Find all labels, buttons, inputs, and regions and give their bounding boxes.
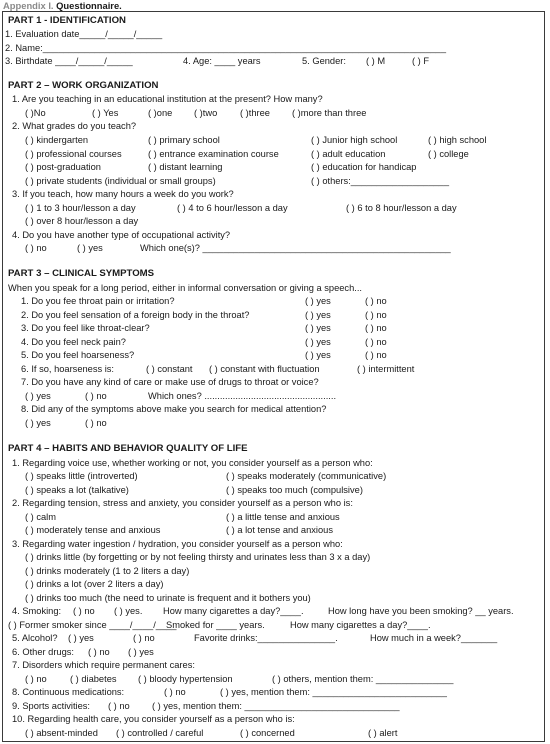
symptom-no[interactable]: ( ) no xyxy=(365,310,387,320)
smoking-option[interactable]: ( ) yes. xyxy=(114,606,143,616)
alcohol-option[interactable]: ( ) yes xyxy=(68,633,94,643)
part1-title: PART 1 - IDENTIFICATION xyxy=(8,15,126,26)
grade-option[interactable]: ( ) entrance examination course xyxy=(148,149,279,159)
part3-title: PART 3 – CLINICAL SYMPTOMS xyxy=(8,268,155,279)
health-care-option[interactable]: ( ) absent-minded xyxy=(25,728,98,738)
questionnaire-title: Questionnaire. xyxy=(56,0,122,11)
hours-option[interactable]: ( ) 4 to 6 hour/lesson a day xyxy=(177,203,288,213)
drugs-option[interactable]: ( ) yes xyxy=(128,647,154,657)
grade-option[interactable]: ( ) Junior high school xyxy=(311,135,398,145)
alcohol-option[interactable]: ( ) no xyxy=(133,633,155,643)
symptom-question: 3. Do you feel like throat-clear? xyxy=(21,323,150,333)
sports-label: 9. Sports activities: xyxy=(12,701,91,711)
symptom-question: 1. Do you fee throat pain or irritation? xyxy=(21,296,175,306)
document-caption xyxy=(3,0,122,11)
q1-option[interactable]: ( ) Yes xyxy=(92,108,119,118)
former-cigarettes-field[interactable]: How many cigarettes a day?____. xyxy=(290,620,431,630)
medications-field[interactable]: ( ) yes, mention them: __________________________ xyxy=(220,687,447,697)
health-care-option[interactable]: ( ) controlled / careful xyxy=(116,728,204,738)
disorder-option[interactable]: ( ) bloody hypertension xyxy=(138,674,233,684)
hydration-option[interactable]: ( ) drinks too much (the need to urinate is frequent and it bothers you) xyxy=(25,593,311,603)
occupation-which-field[interactable]: Which one(s)? ________________________________________________ xyxy=(140,243,451,253)
medical-option[interactable]: ( ) yes xyxy=(25,418,51,428)
tension-option[interactable]: ( ) calm xyxy=(25,512,56,522)
hours-option[interactable]: ( ) 1 to 3 hour/lesson a day xyxy=(25,203,136,213)
birthdate-field[interactable]: 3. Birthdate ____/_____/_____ xyxy=(5,56,133,66)
hoarseness-option[interactable]: ( ) intermittent xyxy=(357,364,415,374)
symptom-question: 2. Do you feel sensation of a foreign body in the throat? xyxy=(21,310,250,320)
grade-option[interactable]: ( ) post-graduation xyxy=(25,162,101,172)
smoked-for-field[interactable]: Smoked for ____ years. xyxy=(166,620,265,630)
disorder-others-field[interactable]: ( ) others, mention them: _______________ xyxy=(272,674,454,684)
part4-q2: 2. Regarding tension, stress and anxiety, you consider yourself as a person who is: xyxy=(12,498,353,508)
part4-q1: 1. Regarding voice use, whether working or not, you consider yourself as a person who: xyxy=(12,458,373,468)
hoarseness-label: 6. If so, hoarseness is: xyxy=(21,364,115,374)
name-field[interactable]: 2. Name:______________________________________________________________________________ xyxy=(5,43,447,53)
voice-option[interactable]: ( ) speaks too much (compulsive) xyxy=(226,485,363,495)
health-care-option[interactable]: ( ) concerned xyxy=(240,728,295,738)
symptom-yes[interactable]: ( ) yes xyxy=(305,337,331,347)
voice-option[interactable]: ( ) speaks moderately (communicative) xyxy=(226,471,387,481)
part2-q4: 4. Do you have another type of occupational activity? xyxy=(12,230,231,240)
medications-option[interactable]: ( ) no xyxy=(164,687,186,697)
q1-option[interactable]: ( )more than three xyxy=(292,108,367,118)
grade-option[interactable]: ( ) high school xyxy=(428,135,487,145)
part3-intro: When you speak for a long period, either in informal conversation or giving a speech... xyxy=(8,283,362,293)
hours-option[interactable]: ( ) over 8 hour/lesson a day xyxy=(25,216,139,226)
medical-option[interactable]: ( ) no xyxy=(85,418,107,428)
hydration-option[interactable]: ( ) drinks moderately (1 to 2 liters a day) xyxy=(25,566,190,576)
part2-title: PART 2 – WORK ORGANIZATION xyxy=(8,80,159,91)
disorder-option[interactable]: ( ) no xyxy=(25,674,47,684)
occupation-option[interactable]: ( ) no xyxy=(25,243,47,253)
q1-option[interactable]: ( )two xyxy=(194,108,218,118)
q1-option[interactable]: ( )three xyxy=(240,108,270,118)
sports-field[interactable]: ( ) yes, mention them: ______________________________ xyxy=(152,701,400,711)
grade-option[interactable]: ( ) distant learning xyxy=(148,162,223,172)
grade-option[interactable]: ( ) primary school xyxy=(148,135,220,145)
symptom-yes[interactable]: ( ) yes xyxy=(305,310,331,320)
care-which-field[interactable]: Which ones? ................................................... xyxy=(148,391,337,401)
tension-option[interactable]: ( ) a little tense and anxious xyxy=(226,512,340,522)
smoking-option[interactable]: ( ) no xyxy=(73,606,95,616)
evaluation-date-field[interactable]: 1. Evaluation date_____/_____/_____ xyxy=(5,29,163,39)
hoarseness-option[interactable]: ( ) constant with fluctuation xyxy=(209,364,320,374)
age-field[interactable]: 4. Age: ____ years xyxy=(183,56,261,66)
hydration-option[interactable]: ( ) drinks little (by forgetting or by not feeling thirsty and urinates less than 3 x a day) xyxy=(25,552,371,562)
former-smoker-field[interactable]: ( ) Former smoker since ____/____/____ xyxy=(8,620,177,630)
sports-option[interactable]: ( ) no xyxy=(108,701,130,711)
symptom-yes[interactable]: ( ) yes xyxy=(305,350,331,360)
part4-q7: 7. Disorders which require permanent cares: xyxy=(12,660,195,670)
grade-option[interactable]: ( ) adult education xyxy=(311,149,386,159)
symptom-no[interactable]: ( ) no xyxy=(365,337,387,347)
grade-option[interactable]: ( ) kindergarten xyxy=(25,135,89,145)
symptom-question: 5. Do you feel hoarseness? xyxy=(21,350,135,360)
voice-option[interactable]: ( ) speaks a lot (talkative) xyxy=(25,485,129,495)
gender-m-option[interactable]: ( ) M xyxy=(366,56,386,66)
appendix-label: Appendix I. xyxy=(3,0,54,11)
part3-q8: 8. Did any of the symptoms above make you search for medical attention? xyxy=(21,404,327,414)
grade-option[interactable]: ( ) professional courses xyxy=(25,149,122,159)
care-option[interactable]: ( ) yes xyxy=(25,391,51,401)
symptom-question: 4. Do you feel neck pain? xyxy=(21,337,126,347)
symptom-yes[interactable]: ( ) yes xyxy=(305,296,331,306)
symptom-no[interactable]: ( ) no xyxy=(365,296,387,306)
disorder-option[interactable]: ( ) diabetes xyxy=(70,674,117,684)
voice-option[interactable]: ( ) speaks little (introverted) xyxy=(25,471,138,481)
medications-label: 8. Continuous medications: xyxy=(12,687,125,697)
q1-option[interactable]: ( )one xyxy=(148,108,173,118)
symptom-no[interactable]: ( ) no xyxy=(365,323,387,333)
grade-option[interactable]: ( ) education for handicap xyxy=(311,162,417,172)
drugs-option[interactable]: ( ) no xyxy=(88,647,110,657)
occupation-option[interactable]: ( ) yes xyxy=(77,243,103,253)
grade-option[interactable]: ( ) private students (individual or small groups) xyxy=(25,176,216,186)
part2-q3: 3. If you teach, how many hours a week do you work? xyxy=(12,189,234,199)
favorite-drinks-field[interactable]: Favorite drinks:_______________. xyxy=(194,633,338,643)
part4-q10: 10. Regarding health care, you consider yourself as a person who is: xyxy=(12,714,295,724)
symptom-no[interactable]: ( ) no xyxy=(365,350,387,360)
part4-title: PART 4 – HABITS AND BEHAVIOR QUALITY OF LIFE xyxy=(8,443,248,454)
part4-q3: 3. Regarding water ingestion / hydration, you consider yourself as a person who: xyxy=(12,539,343,549)
part3-q7: 7. Do you have any kind of care or make use of drugs to throat or voice? xyxy=(21,377,319,387)
part2-q2: 2. What grades do you teach? xyxy=(12,121,137,131)
hours-option[interactable]: ( ) 6 to 8 hour/lesson a day xyxy=(346,203,457,213)
tension-option[interactable]: ( ) a lot tense and anxious xyxy=(226,525,333,535)
gender-f-option[interactable]: ( ) F xyxy=(412,56,430,66)
grade-option-others[interactable]: ( ) others:___________________ xyxy=(311,176,450,186)
hoarseness-option[interactable]: ( ) constant xyxy=(146,364,193,374)
smoking-years-field[interactable]: How long have you been smoking? __ years. xyxy=(328,606,514,616)
tension-option[interactable]: ( ) moderately tense and anxious xyxy=(25,525,161,535)
gender-label: 5. Gender: xyxy=(302,56,346,66)
other-drugs-label: 6. Other drugs: xyxy=(12,647,75,657)
smoking-label: 4. Smoking: xyxy=(12,606,62,616)
part2-q1: 1. Are you teaching in an educational institution at the present? How many? xyxy=(12,94,323,104)
alcohol-label: 5. Alcohol? xyxy=(12,633,58,643)
symptom-yes[interactable]: ( ) yes xyxy=(305,323,331,333)
cigarettes-field[interactable]: How many cigarettes a day?____. xyxy=(163,606,304,616)
health-care-option[interactable]: ( ) alert xyxy=(368,728,398,738)
q1-option[interactable]: ( )No xyxy=(25,108,46,118)
alcohol-week-field[interactable]: How much in a week?_______ xyxy=(370,633,498,643)
grade-option[interactable]: ( ) college xyxy=(428,149,469,159)
hydration-option[interactable]: ( ) drinks a lot (over 2 liters a day) xyxy=(25,579,164,589)
care-option[interactable]: ( ) no xyxy=(85,391,107,401)
